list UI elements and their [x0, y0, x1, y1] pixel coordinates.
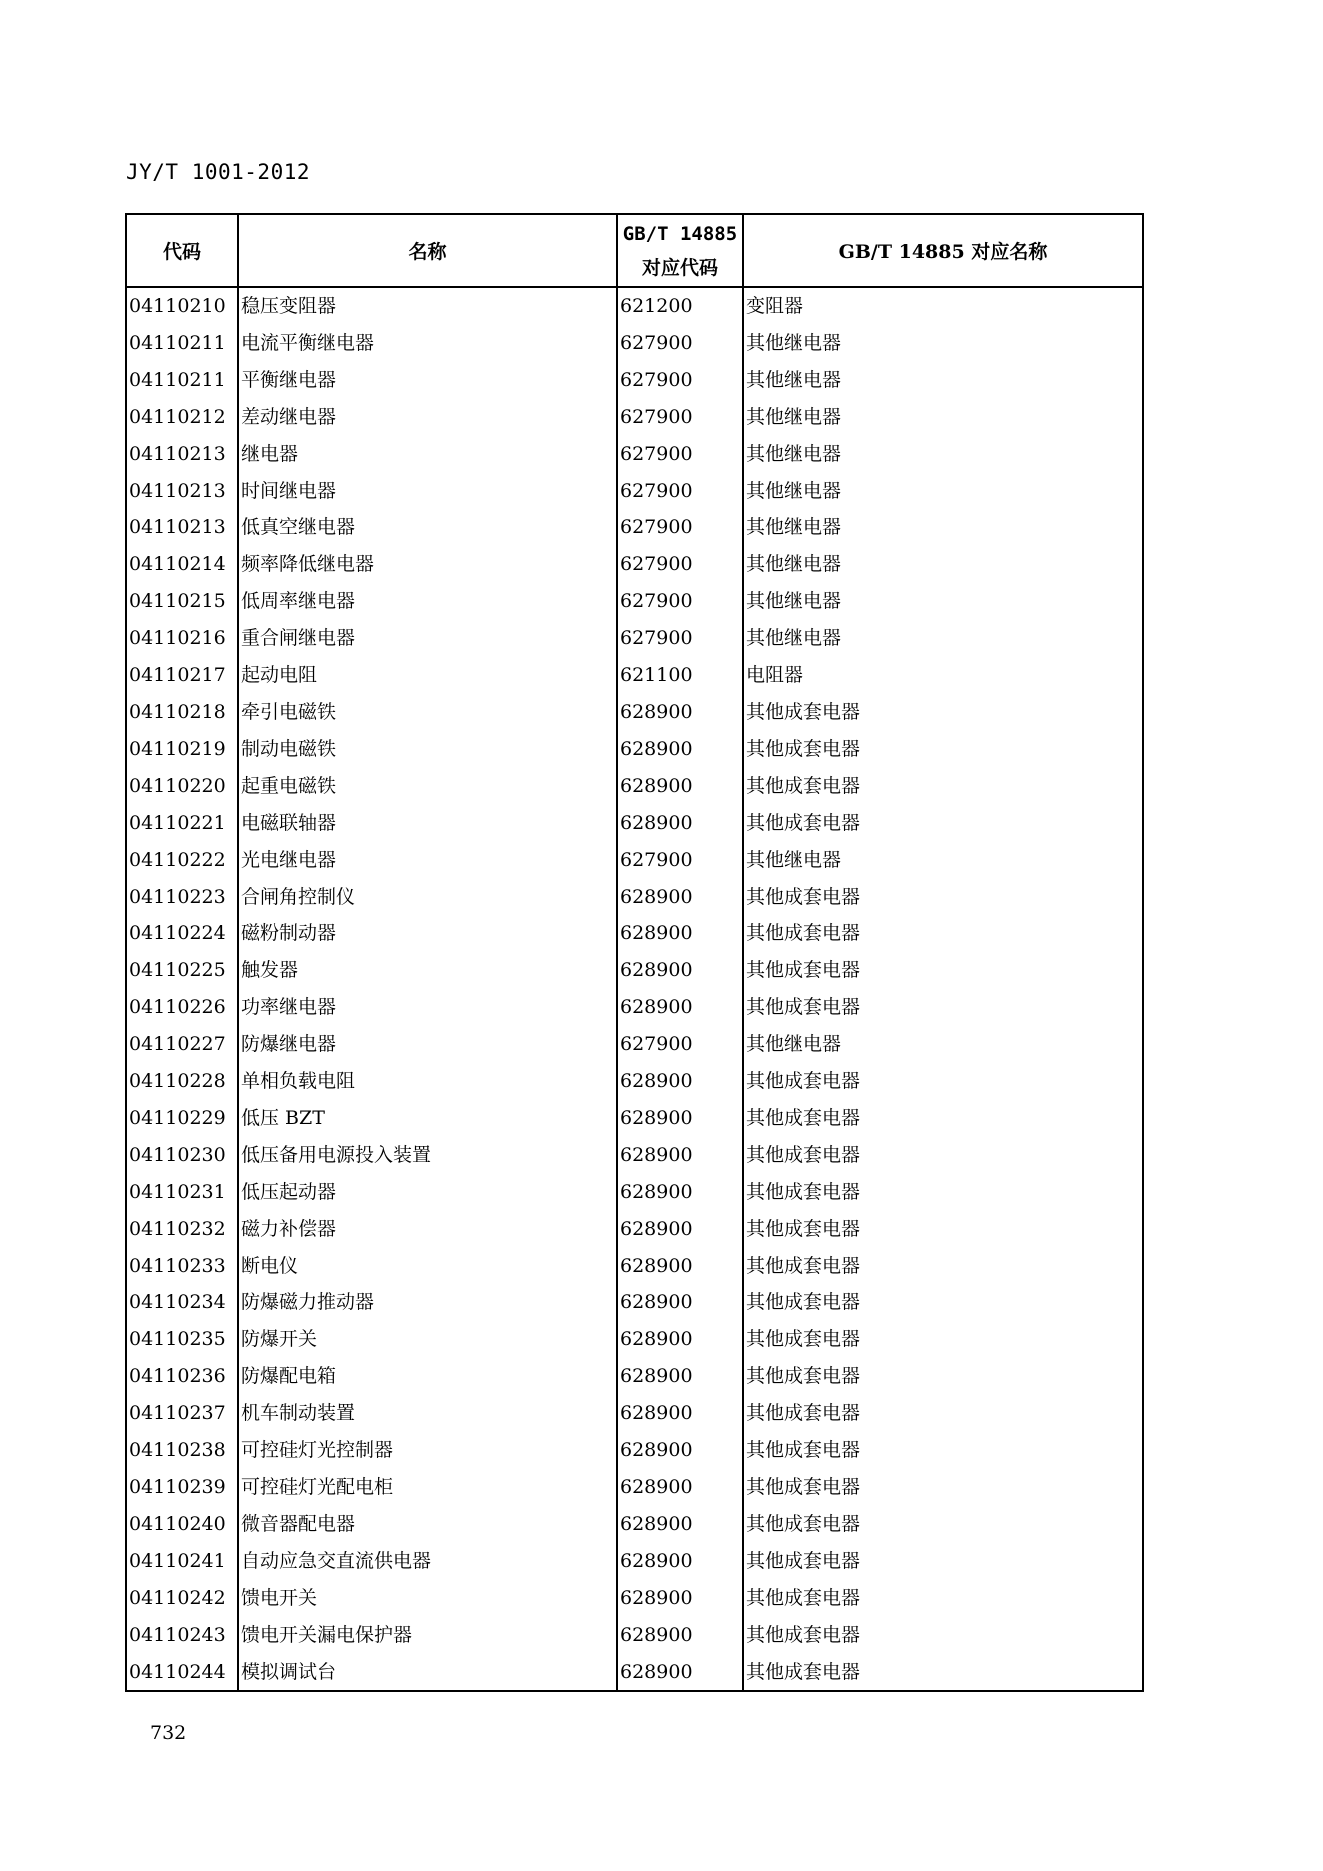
cell-gb-code: 627900 — [617, 362, 743, 399]
table-row — [126, 805, 1143, 842]
cell-gb-name: 其他继电器 — [743, 473, 1143, 510]
table-header — [126, 214, 1143, 287]
cell-gb-code: 627900 — [617, 546, 743, 583]
cell-gb-code: 628900 — [617, 1063, 743, 1100]
cell-name: 模拟调试台 — [238, 1654, 617, 1692]
cell-code: 04110241 — [126, 1543, 238, 1580]
cell-gb-code: 628900 — [617, 1358, 743, 1395]
cell-gb-code: 628900 — [617, 879, 743, 916]
cell-code: 04110219 — [126, 731, 238, 768]
cell-gb-code: 627900 — [617, 620, 743, 657]
table-row — [126, 620, 1143, 657]
cell-name: 起重电磁铁 — [238, 768, 617, 805]
cell-gb-code: 628900 — [617, 1284, 743, 1321]
cell-code: 04110227 — [126, 1026, 238, 1063]
cell-code: 04110231 — [126, 1174, 238, 1211]
cell-name: 低压 BZT — [238, 1100, 617, 1137]
cell-code: 04110221 — [126, 805, 238, 842]
cell-name: 低周率继电器 — [238, 583, 617, 620]
cell-code: 04110230 — [126, 1137, 238, 1174]
table-row — [126, 1432, 1143, 1469]
table-row — [126, 1395, 1143, 1432]
cell-gb-code: 628900 — [617, 952, 743, 989]
cell-gb-name: 其他成套电器 — [743, 731, 1143, 768]
cell-code: 04110212 — [126, 399, 238, 436]
cell-code: 04110224 — [126, 915, 238, 952]
table-row — [126, 952, 1143, 989]
cell-gb-code: 628900 — [617, 1617, 743, 1654]
cell-gb-name: 其他成套电器 — [743, 1469, 1143, 1506]
cell-name: 继电器 — [238, 436, 617, 473]
table-row — [126, 694, 1143, 731]
table-row — [126, 509, 1143, 546]
cell-gb-code: 627900 — [617, 325, 743, 362]
cell-code: 04110234 — [126, 1284, 238, 1321]
cell-name: 起动电阻 — [238, 657, 617, 694]
cell-name: 防爆配电箱 — [238, 1358, 617, 1395]
cell-gb-code: 628900 — [617, 1174, 743, 1211]
cell-gb-code: 628900 — [617, 731, 743, 768]
cell-gb-code: 627900 — [617, 509, 743, 546]
cell-gb-code: 628900 — [617, 989, 743, 1026]
cell-gb-name: 变阻器 — [743, 287, 1143, 325]
table-row — [126, 1358, 1143, 1395]
cell-name: 防爆磁力推动器 — [238, 1284, 617, 1321]
cell-name: 频率降低继电器 — [238, 546, 617, 583]
cell-gb-code: 628900 — [617, 768, 743, 805]
cell-gb-name: 其他继电器 — [743, 509, 1143, 546]
cell-gb-name: 其他成套电器 — [743, 1432, 1143, 1469]
cell-code: 04110223 — [126, 879, 238, 916]
header-gb-code-line2: 对应代码 — [641, 256, 718, 279]
cell-gb-code: 628900 — [617, 1211, 743, 1248]
cell-name: 磁力补偿器 — [238, 1211, 617, 1248]
cell-gb-name: 其他继电器 — [743, 620, 1143, 657]
cell-code: 04110210 — [126, 287, 238, 325]
cell-name: 磁粉制动器 — [238, 915, 617, 952]
cell-code: 04110211 — [126, 325, 238, 362]
cell-code: 04110226 — [126, 989, 238, 1026]
cell-gb-name: 其他成套电器 — [743, 1174, 1143, 1211]
cell-code: 04110228 — [126, 1063, 238, 1100]
cell-gb-name: 其他成套电器 — [743, 1321, 1143, 1358]
cell-gb-code: 628900 — [617, 1469, 743, 1506]
cell-name: 功率继电器 — [238, 989, 617, 1026]
cell-gb-code: 628900 — [617, 1506, 743, 1543]
cell-code: 04110237 — [126, 1395, 238, 1432]
cell-gb-name: 其他成套电器 — [743, 694, 1143, 731]
table-row — [126, 989, 1143, 1026]
table-body — [126, 287, 1143, 1691]
cell-gb-code: 628900 — [617, 694, 743, 731]
cell-code: 04110239 — [126, 1469, 238, 1506]
cell-gb-name: 其他成套电器 — [743, 1580, 1143, 1617]
cell-name: 差动继电器 — [238, 399, 617, 436]
cell-gb-name: 其他继电器 — [743, 325, 1143, 362]
cell-gb-name: 其他成套电器 — [743, 1654, 1143, 1692]
cell-gb-name: 其他成套电器 — [743, 1211, 1143, 1248]
cell-name: 馈电开关 — [238, 1580, 617, 1617]
cell-name: 稳压变阻器 — [238, 287, 617, 325]
cell-gb-name: 其他成套电器 — [743, 1395, 1143, 1432]
cell-name: 微音器配电器 — [238, 1506, 617, 1543]
cell-name: 低真空继电器 — [238, 509, 617, 546]
table-row — [126, 325, 1143, 362]
cell-name: 低压备用电源投入装置 — [238, 1137, 617, 1174]
cell-gb-name: 其他成套电器 — [743, 1284, 1143, 1321]
cell-gb-code: 627900 — [617, 1026, 743, 1063]
code-mapping-table — [125, 213, 1144, 1692]
table-row — [126, 1580, 1143, 1617]
cell-gb-code: 628900 — [617, 1395, 743, 1432]
cell-gb-name: 其他成套电器 — [743, 915, 1143, 952]
cell-gb-code: 628900 — [617, 1432, 743, 1469]
cell-name: 制动电磁铁 — [238, 731, 617, 768]
cell-gb-name: 其他成套电器 — [743, 1543, 1143, 1580]
cell-code: 04110216 — [126, 620, 238, 657]
table-row — [126, 1654, 1143, 1692]
cell-code: 04110218 — [126, 694, 238, 731]
cell-code: 04110229 — [126, 1100, 238, 1137]
cell-code: 04110213 — [126, 436, 238, 473]
table-row — [126, 1321, 1143, 1358]
cell-gb-name: 其他成套电器 — [743, 805, 1143, 842]
cell-gb-name: 其他继电器 — [743, 546, 1143, 583]
cell-gb-code: 628900 — [617, 1248, 743, 1285]
cell-name: 单相负载电阻 — [238, 1063, 617, 1100]
header-gb-name: GB/T 14885 对应名称 — [743, 214, 1143, 287]
table-row — [126, 1617, 1143, 1654]
cell-code: 04110222 — [126, 842, 238, 879]
cell-name: 低压起动器 — [238, 1174, 617, 1211]
table-row — [126, 1248, 1143, 1285]
cell-name: 牵引电磁铁 — [238, 694, 617, 731]
cell-gb-code: 628900 — [617, 1321, 743, 1358]
table-row — [126, 473, 1143, 510]
cell-gb-code: 627900 — [617, 436, 743, 473]
cell-name: 电流平衡继电器 — [238, 325, 617, 362]
cell-gb-code: 627900 — [617, 583, 743, 620]
cell-gb-code: 628900 — [617, 1100, 743, 1137]
cell-gb-name: 其他成套电器 — [743, 1358, 1143, 1395]
table-row — [126, 1063, 1143, 1100]
cell-code: 04110213 — [126, 509, 238, 546]
table-row — [126, 879, 1143, 916]
cell-gb-name: 其他成套电器 — [743, 952, 1143, 989]
cell-gb-code: 628900 — [617, 1137, 743, 1174]
cell-gb-name: 其他继电器 — [743, 842, 1143, 879]
cell-gb-name: 其他成套电器 — [743, 1248, 1143, 1285]
cell-name: 馈电开关漏电保护器 — [238, 1617, 617, 1654]
cell-name: 电磁联轴器 — [238, 805, 617, 842]
cell-name: 触发器 — [238, 952, 617, 989]
cell-name: 自动应急交直流供电器 — [238, 1543, 617, 1580]
table-row — [126, 399, 1143, 436]
cell-gb-code: 628900 — [617, 1580, 743, 1617]
cell-code: 04110214 — [126, 546, 238, 583]
cell-gb-name: 其他继电器 — [743, 399, 1143, 436]
table-row — [126, 731, 1143, 768]
table-row — [126, 842, 1143, 879]
cell-code: 04110243 — [126, 1617, 238, 1654]
cell-gb-code: 628900 — [617, 915, 743, 952]
cell-gb-name: 其他成套电器 — [743, 768, 1143, 805]
table-row — [126, 1174, 1143, 1211]
header-gb-code — [617, 214, 743, 287]
cell-code: 04110240 — [126, 1506, 238, 1543]
cell-gb-name: 其他成套电器 — [743, 1100, 1143, 1137]
table-row — [126, 1284, 1143, 1321]
cell-gb-name: 其他成套电器 — [743, 1063, 1143, 1100]
header-code: 代码 — [126, 214, 238, 287]
cell-gb-code: 627900 — [617, 842, 743, 879]
cell-gb-code: 621200 — [617, 287, 743, 325]
table-row — [126, 915, 1143, 952]
cell-name: 重合闸继电器 — [238, 620, 617, 657]
table-row — [126, 287, 1143, 325]
cell-gb-code: 627900 — [617, 473, 743, 510]
cell-gb-name: 电阻器 — [743, 657, 1143, 694]
cell-gb-code: 628900 — [617, 1543, 743, 1580]
cell-name: 机车制动装置 — [238, 1395, 617, 1432]
page-number: 732 — [150, 1722, 187, 1744]
cell-name: 平衡继电器 — [238, 362, 617, 399]
cell-code: 04110235 — [126, 1321, 238, 1358]
cell-gb-name: 其他继电器 — [743, 362, 1143, 399]
cell-code: 04110217 — [126, 657, 238, 694]
table-row — [126, 1100, 1143, 1137]
cell-name: 时间继电器 — [238, 473, 617, 510]
cell-name: 防爆继电器 — [238, 1026, 617, 1063]
cell-code: 04110233 — [126, 1248, 238, 1285]
table-row — [126, 1506, 1143, 1543]
cell-name: 可控硅灯光配电柜 — [238, 1469, 617, 1506]
table-row — [126, 1137, 1143, 1174]
cell-code: 04110244 — [126, 1654, 238, 1692]
cell-code: 04110215 — [126, 583, 238, 620]
cell-gb-name: 其他继电器 — [743, 1026, 1143, 1063]
cell-gb-name: 其他继电器 — [743, 436, 1143, 473]
cell-name: 光电继电器 — [238, 842, 617, 879]
cell-gb-name: 其他成套电器 — [743, 1137, 1143, 1174]
header-gb-code-line1: GB/T 14885 — [622, 222, 738, 245]
cell-name: 合闸角控制仪 — [238, 879, 617, 916]
table-row — [126, 436, 1143, 473]
cell-code: 04110220 — [126, 768, 238, 805]
cell-code: 04110211 — [126, 362, 238, 399]
standard-code: JY/T 1001-2012 — [126, 160, 311, 184]
cell-gb-code: 628900 — [617, 1654, 743, 1692]
cell-gb-code: 627900 — [617, 399, 743, 436]
cell-gb-name: 其他成套电器 — [743, 989, 1143, 1026]
cell-code: 04110238 — [126, 1432, 238, 1469]
table-row — [126, 657, 1143, 694]
cell-gb-name: 其他继电器 — [743, 583, 1143, 620]
table-row — [126, 1543, 1143, 1580]
table-row — [126, 583, 1143, 620]
table-row — [126, 768, 1143, 805]
cell-code: 04110236 — [126, 1358, 238, 1395]
cell-code: 04110225 — [126, 952, 238, 989]
table-row — [126, 1026, 1143, 1063]
cell-code: 04110242 — [126, 1580, 238, 1617]
table-row — [126, 546, 1143, 583]
cell-name: 断电仪 — [238, 1248, 617, 1285]
cell-code: 04110213 — [126, 473, 238, 510]
header-name: 名称 — [238, 214, 617, 287]
cell-gb-code: 628900 — [617, 805, 743, 842]
cell-gb-name: 其他成套电器 — [743, 879, 1143, 916]
cell-gb-name: 其他成套电器 — [743, 1506, 1143, 1543]
table-row — [126, 1469, 1143, 1506]
cell-name: 防爆开关 — [238, 1321, 617, 1358]
cell-name: 可控硅灯光控制器 — [238, 1432, 617, 1469]
cell-gb-code: 621100 — [617, 657, 743, 694]
table-row — [126, 362, 1143, 399]
cell-gb-name: 其他成套电器 — [743, 1617, 1143, 1654]
table-row — [126, 1211, 1143, 1248]
cell-code: 04110232 — [126, 1211, 238, 1248]
